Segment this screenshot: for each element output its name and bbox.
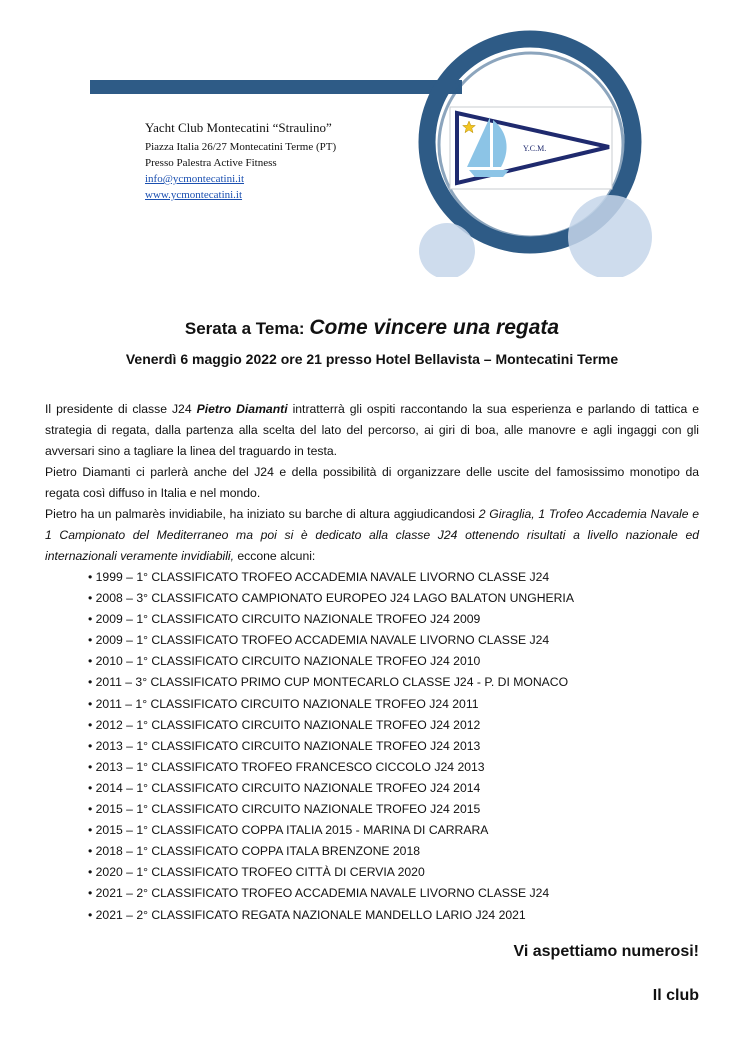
intro-text-end: intratterrà gli ospiti raccontando la sua esperienza e parlando di tattica e strategia di regata, dalla partenza alla scelta del lato del percorso, ai giri di boa, alle manovre e agli ingaggi con gli avversari sino a tagliare la linea del traguardo in testa.: [45, 402, 699, 458]
event-date-venue: Venerdì 6 maggio 2022 ore 21 presso Hotel Bellavista – Montecatini Terme: [125, 351, 619, 367]
result-item: • 2011 – 1° CLASSIFICATO CIRCUITO NAZIONALE TROFEO J24 2011: [88, 696, 479, 711]
signature: Il club: [652, 987, 699, 1004]
result-item: • 2008 – 3° CLASSIFICATO CAMPIONATO EUROPEO J24 LAGO BALATON UNGHERIA: [88, 591, 574, 606]
page-title: [0, 316, 744, 340]
result-item: • 2021 – 2° CLASSIFICATO REGATA NAZIONALE MANDELLO LARIO J24 2021: [88, 907, 526, 922]
results-list: [45, 567, 699, 926]
palmares-paragraph: [45, 504, 699, 567]
palmares-italic: 2 Giraglia, 1 Trofeo Accademia Navale e 1 Campionato del Mediterraneo ma poi si è dedicato alla classe J24 ottenendo risultati a livello nazionale ed internazionali veramente invidiabili,: [45, 507, 699, 563]
result-item: • 2020 – 1° CLASSIFICATO TROFEO CITTÀ DI CERVIA 2020: [88, 865, 425, 880]
result-item: • 2018 – 1° CLASSIFICATO COPPA ITALA BRENZONE 2018: [88, 844, 421, 859]
intro-text-start: Il presidente di classe J24: [45, 402, 197, 416]
result-item: • 2021 – 2° CLASSIFICATO TROFEO ACCADEMIA NAVALE LIVORNO CLASSE J24: [88, 886, 550, 901]
club-name: Yacht Club Montecatini “Straulino”: [145, 120, 332, 135]
result-item: • 2015 – 1° CLASSIFICATO COPPA ITALIA 2015 - MARINA DI CARRARA: [88, 823, 489, 838]
intro-paragraph: [45, 399, 699, 462]
website-link[interactable]: www.ycmontecatini.it: [145, 189, 243, 201]
speaker-name: Pietro Diamanti: [196, 402, 288, 416]
result-item: • 2010 – 1° CLASSIFICATO CIRCUITO NAZIONALE TROFEO J24 2010: [88, 654, 481, 669]
palmares-text-end: eccone alcuni:: [234, 549, 316, 563]
result-item: • 2011 – 3° CLASSIFICATO PRIMO CUP MONTECARLO CLASSE J24 - P. DI MONACO: [88, 675, 569, 690]
result-item: • 2012 – 1° CLASSIFICATO CIRCUITO NAZIONALE TROFEO J24 2012: [88, 717, 481, 732]
palmares-text-start: Pietro ha un palmarès invidiabile, ha iniziato su barche di altura aggiudicandosi: [45, 507, 479, 521]
logo-bubble-left: [419, 223, 475, 277]
contact-block: [145, 120, 336, 203]
main-text: [45, 399, 699, 926]
result-item: • 2009 – 1° CLASSIFICATO CIRCUITO NAZIONALE TROFEO J24 2009: [88, 612, 481, 627]
result-item: • 2015 – 1° CLASSIFICATO CIRCUITO NAZIONALE TROFEO J24 2015: [88, 802, 481, 817]
club-logo: [405, 27, 655, 277]
club-address: Piazza Italia 26/27 Montecatini Terme (PT): [145, 141, 337, 153]
letterhead: [0, 0, 744, 300]
logo-bubble-right: [568, 195, 652, 277]
email-link[interactable]: info@ycmontecatini.it: [145, 173, 245, 185]
closing-invite: Vi aspettiamo numerosi!: [513, 943, 699, 960]
title-topic: Come vincere una regata: [309, 316, 560, 339]
result-item: • 2013 – 1° CLASSIFICATO CIRCUITO NAZIONALE TROFEO J24 2013: [88, 738, 481, 753]
result-item: • 2014 – 1° CLASSIFICATO CIRCUITO NAZIONALE TROFEO J24 2014: [88, 780, 481, 795]
title-prefix: Serata a Tema:: [184, 319, 305, 338]
club-venue: Presso Palestra Active Fitness: [145, 157, 277, 169]
result-item: • 1999 – 1° CLASSIFICATO TROFEO ACCADEMIA NAVALE LIVORNO CLASSE J24: [88, 570, 550, 584]
logo-text: Y.C.M.: [523, 144, 547, 153]
result-item: • 2013 – 1° CLASSIFICATO TROFEO FRANCESCO CICCOLO J24 2013: [88, 759, 485, 774]
j24-paragraph: Pietro Diamanti ci parlerà anche del J24 e della possibilità di organizzare delle uscite del famosissimo monotipo da regata così diffuso in Italia e nel mondo.: [45, 465, 699, 500]
result-item: • 2009 – 1° CLASSIFICATO TROFEO ACCADEMIA NAVALE LIVORNO CLASSE J24: [88, 633, 550, 648]
